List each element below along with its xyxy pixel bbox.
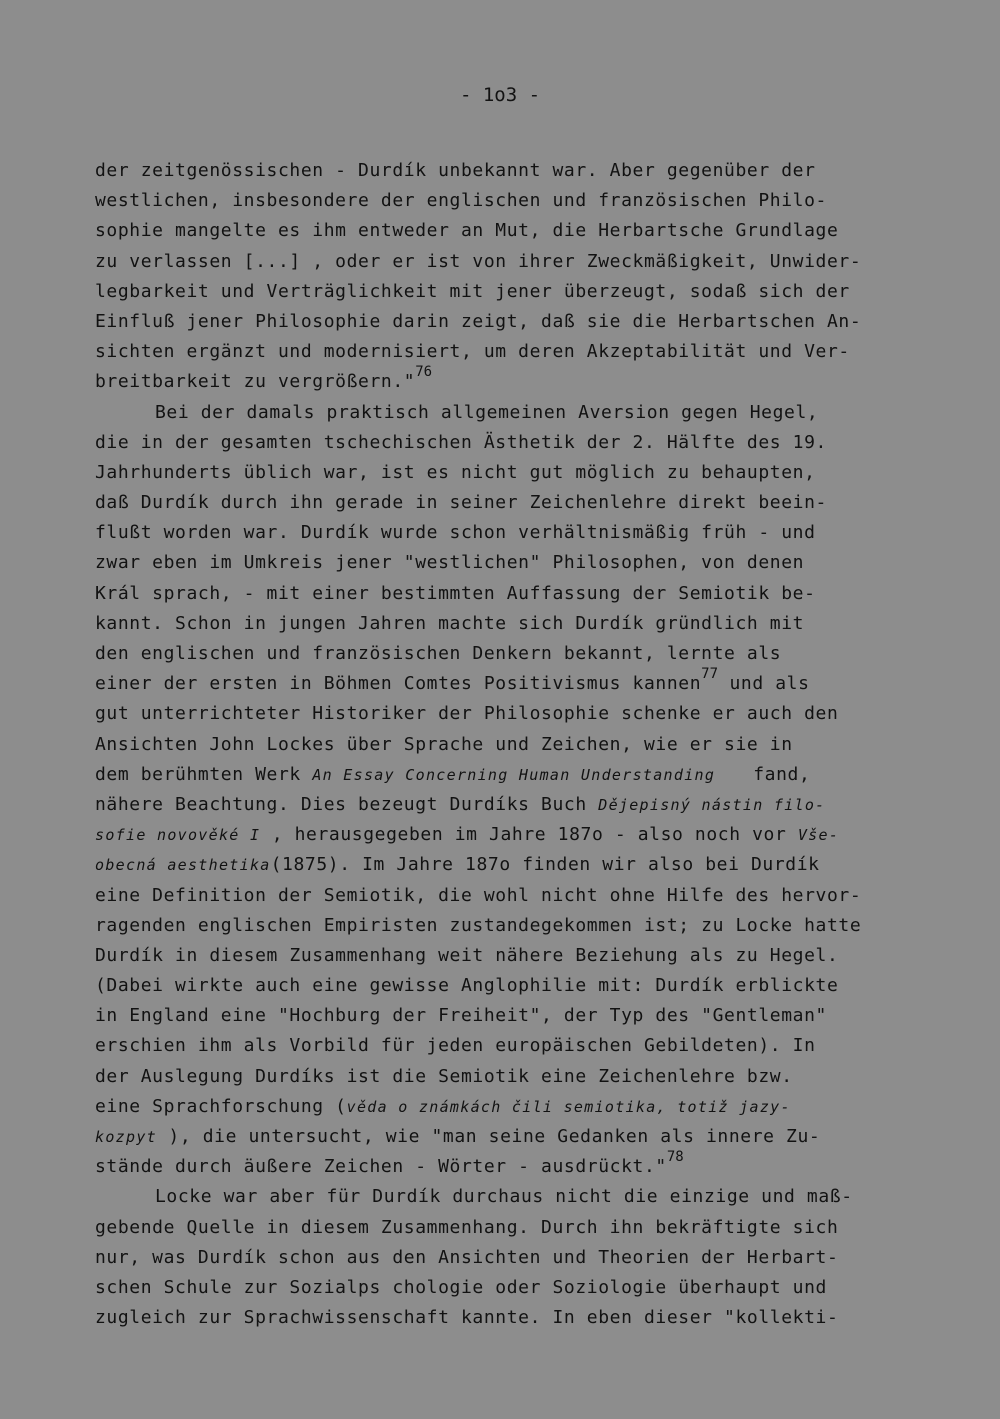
text-line: daß Durdík durch ihn gerade in seiner Zeichenlehre direkt beein- xyxy=(95,492,827,514)
quoted-term: věda o známkách čili semiotika, totiž jazy- xyxy=(346,1097,791,1116)
text-line xyxy=(95,850,915,880)
line-text: dem berühmten Werk xyxy=(95,763,313,785)
text-line: westlichen, insbesondere der englischen und französischen Philo- xyxy=(95,190,827,212)
text-line: kannt. Schon in jungen Jahren machte sich Durdík gründlich mit xyxy=(95,612,805,634)
line-text: fand, xyxy=(753,763,811,785)
text-line: sichten ergänzt und modernisiert, um deren Akzeptabilität und Ver- xyxy=(95,341,850,363)
text-line xyxy=(95,666,915,699)
book-title: Dějepisný nástin filo- xyxy=(598,795,826,814)
text-line: der Auslegung Durdíks ist die Semiotik eine Zeichenlehre bzw. xyxy=(95,1065,793,1087)
text-line: ragenden englischen Empiristen zustandegekommen ist; zu Locke hatte xyxy=(95,914,862,936)
line-text: nähere Beachtung. Dies bezeugt Durdíks Buch xyxy=(95,793,599,815)
text-line: legbarkeit und Verträglichkeit mit jener überzeugt, sodaß sich der xyxy=(95,280,850,302)
paragraph-start: Locke war aber für Durdík durchaus nicht die einzige und maß- xyxy=(155,1186,853,1208)
text-line xyxy=(95,790,915,820)
line-text: einer der ersten in Böhmen Comtes Positivismus kannen xyxy=(95,673,702,695)
footnote-ref-76: 76 xyxy=(415,364,433,381)
text-line: zugleich zur Sprachwissenschaft kannte. In eben dieser "kollekti- xyxy=(95,1307,839,1329)
paragraph-start: Bei der damals praktisch allgemeinen Aversion gegen Hegel, xyxy=(155,401,819,423)
text-line: Král sprach, - mit einer bestimmten Auffassung der Semiotik be- xyxy=(95,582,816,604)
text-line xyxy=(95,1092,915,1122)
text-line: der zeitgenössischen - Durdík unbekannt war. Aber gegenüber der xyxy=(95,160,816,181)
text-line xyxy=(95,1122,915,1152)
text-line: gut unterrichteter Historiker der Philosophie schenke er auch den xyxy=(95,703,839,725)
quoted-term: kozpyt xyxy=(95,1128,157,1146)
line-text: breitbarkeit zu vergrößern." xyxy=(95,371,416,393)
line-text: eine Sprachforschung ( xyxy=(95,1095,347,1117)
line-text: ), die untersucht, wie "man seine Gedanken als innere Zu- xyxy=(157,1126,821,1147)
text-line: die in der gesamten tschechischen Ästhetik der 2. Hälfte des 19. xyxy=(95,431,827,453)
text-line: flußt worden war. Durdík wurde schon verhältnismäßig früh - und xyxy=(95,522,816,544)
line-text: (1875). Im Jahre 187o finden wir also bei Durdík xyxy=(270,854,820,876)
footnote-ref-78: 78 xyxy=(666,1149,684,1166)
text-line: zu verlassen [...] , oder er ist von ihrer Zweckmäßigkeit, Unwider- xyxy=(95,250,862,272)
text-line: Durdík in diesem Zusammenhang weit nähere Beziehung als zu Hegel. xyxy=(95,944,839,966)
text-line: erschien ihm als Vorbild für jeden europäischen Gebildeten). In xyxy=(95,1035,816,1057)
line-text: stände durch äußere Zeichen - Wörter - ausdrückt." xyxy=(95,1156,667,1178)
text-line xyxy=(95,364,915,397)
page-number: - 1o3 - xyxy=(459,84,541,106)
book-title: Vše- xyxy=(797,826,840,845)
book-title: sofie novověké I xyxy=(95,826,261,845)
text-line: Einfluß jener Philosophie darin zeigt, daß sie die Herbartschen An- xyxy=(95,310,862,332)
text-line xyxy=(95,820,915,850)
text-line xyxy=(95,1149,915,1182)
text-line: nur, was Durdík schon aus den Ansichten und Theorien der Herbart- xyxy=(95,1246,839,1268)
footnote-ref-77: 77 xyxy=(701,666,719,683)
text-line: gebende Quelle in diesem Zusammenhang. Durch ihn bekräftigte sich xyxy=(95,1216,839,1238)
book-title: An Essay Concerning Human Understanding xyxy=(312,765,716,784)
text-line: den englischen und französischen Denkern bekannt, lernte als xyxy=(95,643,782,664)
text-line: schen Schule zur Sozialps chologie oder Soziologie überhaupt und xyxy=(95,1276,827,1298)
text-line: in England eine "Hochburg der Freiheit", der Typ des "Gentleman" xyxy=(95,1005,827,1027)
line-text: und als xyxy=(718,673,810,695)
text-line xyxy=(95,760,915,790)
text-line: Ansichten John Lockes über Sprache und Zeichen, wie er sie in xyxy=(95,733,793,755)
line-text: , herausgegeben im Jahre 187o - also noch vor xyxy=(260,824,798,846)
text-line: zwar eben im Umkreis jener "westlichen" Philosophen, von denen xyxy=(95,552,805,574)
body-text xyxy=(95,156,915,1333)
book-title: obecná aesthetika xyxy=(95,856,271,875)
text-line: Jahrhunderts üblich war, ist es nicht gut möglich zu behaupten, xyxy=(95,461,816,483)
text-line: sophie mangelte es ihm entweder an Mut, die Herbartsche Grundlage xyxy=(95,220,839,242)
text-line: eine Definition der Semiotik, die wohl nicht ohne Hilfe des hervor- xyxy=(95,884,862,906)
text-line: (Dabei wirkte auch eine gewisse Anglophilie mit: Durdík erblickte xyxy=(95,975,839,997)
